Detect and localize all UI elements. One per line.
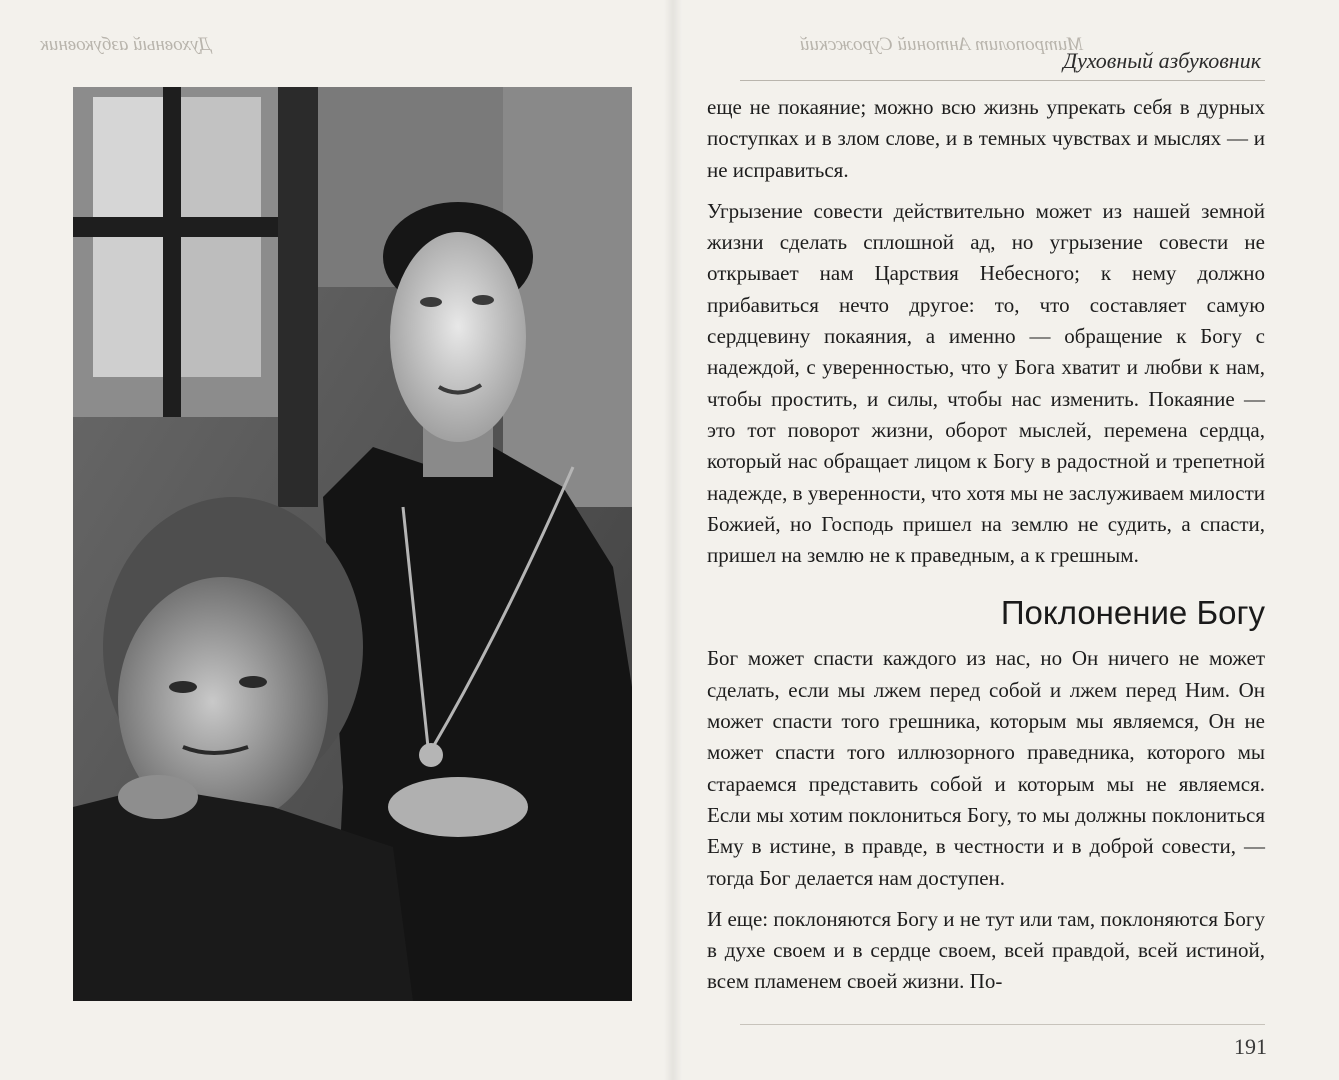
photograph-icon [73, 87, 632, 1001]
page-number: 191 [1234, 1034, 1267, 1059]
paragraph: И еще: поклоняются Богу и не тут или там, поклоняются Богу в духе своем и в сердце своем, всей правдой, всей истиной, всем пламенем своей жизни. По- [707, 906, 1265, 994]
paragraph: Бог может спасти каждого из нас, но Он ничего не может сделать, если мы лжем перед собой и лжем перед Ним. Он может спасти того грешника, которым мы являемся, Он не может спасти того иллюзорного праведника, которого мы стараемся представить собой и которым мы не являемся. Если мы хотим поклониться Богу, то мы должны поклониться Ему в истине, в правде, в честности и в доброй совести, — тогда Бог делается нам доступен. [707, 646, 1265, 890]
footer-divider [740, 1024, 1265, 1025]
running-header-title: Духовный азбуковник [1063, 48, 1261, 73]
paragraph: Угрызение совести действительно может из нашей земной жизни сделать сплошной ад, но угрызение совести не открывает нам Царствия Небесного; к нему должно прибавиться нечто другое: то, что составляет самую сердцевину покаяния, а именно — обращение к Богу с надеждой, с уверенностью, что у Бога хватит и любви к нам, чтобы простить, и силы, чтобы нас изменить. Покаяние — это тот поворот жизни, оборот мыслей, перемена сердца, который нас обращает лицом к Богу в радостной и трепетной надежде, в уверенности, что хотя мы не заслуживаем милости Божией, но Господь пришел на землю не судить, а спасти, пришел на землю не к праведным, а к грешным. [707, 198, 1265, 568]
page-body [707, 92, 1265, 1008]
book-gutter [664, 0, 682, 1080]
paragraph: еще не покаяние; можно всю жизнь упрекать себя в дурных поступках и в злом слове, и в темных чувствах и мыслях — и не исправиться. [707, 95, 1265, 182]
photograph [73, 87, 632, 1001]
header-divider [740, 80, 1265, 81]
bleed-through-text-left: Духовный азбуковник [40, 34, 211, 55]
bleed-through-text-right: Митрополит Антоний Сурожский [800, 34, 1084, 55]
section-heading: Поклонение Богу [1000, 594, 1265, 632]
